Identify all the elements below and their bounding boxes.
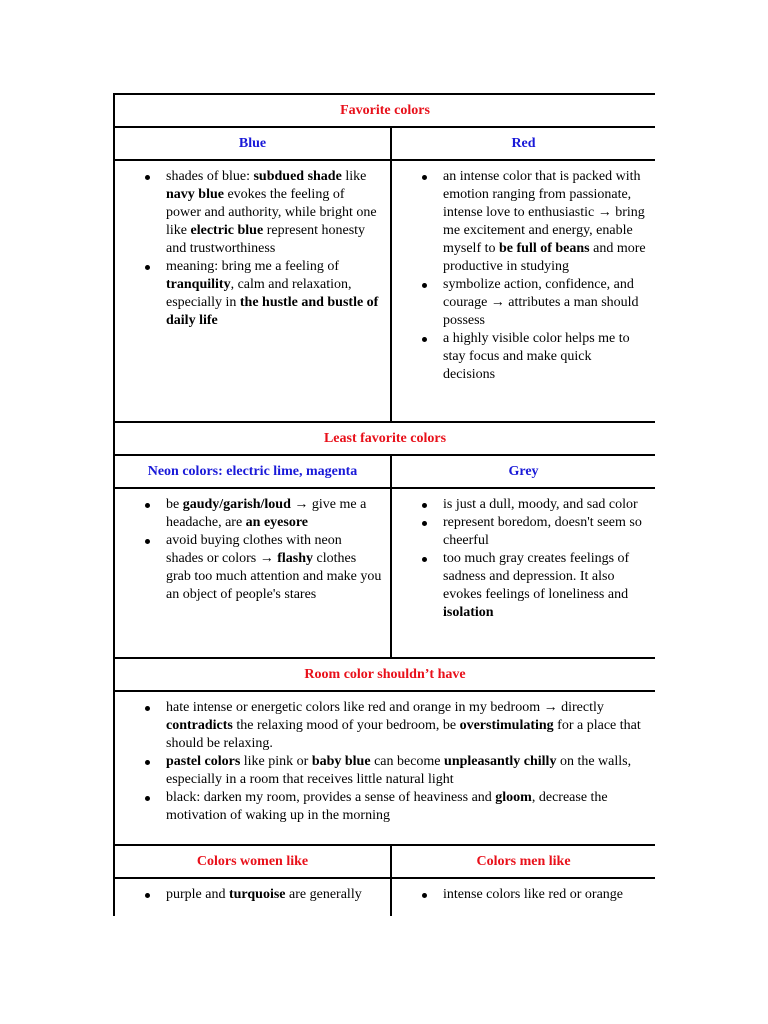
colors-table-page xyxy=(113,93,655,916)
blue-bullet: meaning: bring me a feeling of tranquility, calm and relaxation, especially in the hustle and bustle of daily life xyxy=(166,258,382,330)
room-bullet: pastel colors like pink or baby blue can become unpleasantly chilly on the walls, especially in a room that receives little natural light xyxy=(166,753,647,789)
men-heading: Colors men like xyxy=(391,845,655,878)
colors-table xyxy=(113,93,655,916)
red-bullet: symbolize action, confidence, and courage → attributes a man should possess xyxy=(443,276,647,330)
blue-cell xyxy=(114,160,391,422)
red-bullet-list xyxy=(392,161,655,388)
red-bullet: a highly visible color helps me to stay focus and make quick decisions xyxy=(443,330,647,384)
blue-bullet-list xyxy=(115,161,390,334)
men-bullet: intense colors like red or orange xyxy=(443,886,647,904)
neon-bullet-list xyxy=(115,489,390,608)
grey-bullet-list xyxy=(392,489,655,626)
women-bullet-list xyxy=(115,879,390,908)
grey-bullet: is just a dull, moody, and sad color xyxy=(443,496,647,514)
favorite-colors-title: Favorite colors xyxy=(114,94,655,127)
room-bullet: hate intense or energetic colors like red and orange in my bedroom → directly contradicts the relaxing mood of your bedroom, be overstimulating for a place that should be relaxing. xyxy=(166,699,647,753)
red-cell xyxy=(391,160,655,422)
room-cell xyxy=(114,691,655,845)
red-bullet: an intense color that is packed with emotion ranging from passionate, intense love to enthusiastic → bring me excitement and energy, enable myself to be full of beans and more productive in studying xyxy=(443,169,646,274)
women-cell xyxy=(114,878,391,916)
neon-bullet: be gaudy/garish/loud → give me a headache, are an eyesore xyxy=(166,496,382,532)
men-bullet-list xyxy=(392,879,655,908)
neon-heading: Neon colors: electric lime, magenta xyxy=(114,455,391,488)
blue-heading: Blue xyxy=(114,127,391,160)
grey-cell xyxy=(391,488,655,658)
neon-cell xyxy=(114,488,391,658)
room-color-title: Room color shouldn’t have xyxy=(114,658,655,691)
women-heading: Colors women like xyxy=(114,845,391,878)
grey-bullet: represent boredom, doesn't seem so cheerful xyxy=(443,514,647,550)
men-cell xyxy=(391,878,655,916)
grey-heading: Grey xyxy=(391,455,655,488)
grey-bullet: too much gray creates feelings of sadness and depression. It also evokes feelings of loneliness and isolation xyxy=(443,550,647,622)
least-favorite-title: Least favorite colors xyxy=(114,422,655,455)
women-bullet: purple and turquoise are generally xyxy=(166,886,382,904)
neon-bullet: avoid buying clothes with neon shades or colors → flashy clothes grab too much attention and make you an object of people's stares xyxy=(166,533,382,602)
room-bullet-list xyxy=(115,692,655,829)
red-heading: Red xyxy=(391,127,655,160)
room-bullet: black: darken my room, provides a sense of heaviness and gloom, decrease the motivation of waking up in the morning xyxy=(166,789,647,825)
blue-bullet: shades of blue: subdued shade like navy blue evokes the feeling of power and authority, while bright one like electric blue represent honesty and trustworthiness xyxy=(166,168,382,258)
